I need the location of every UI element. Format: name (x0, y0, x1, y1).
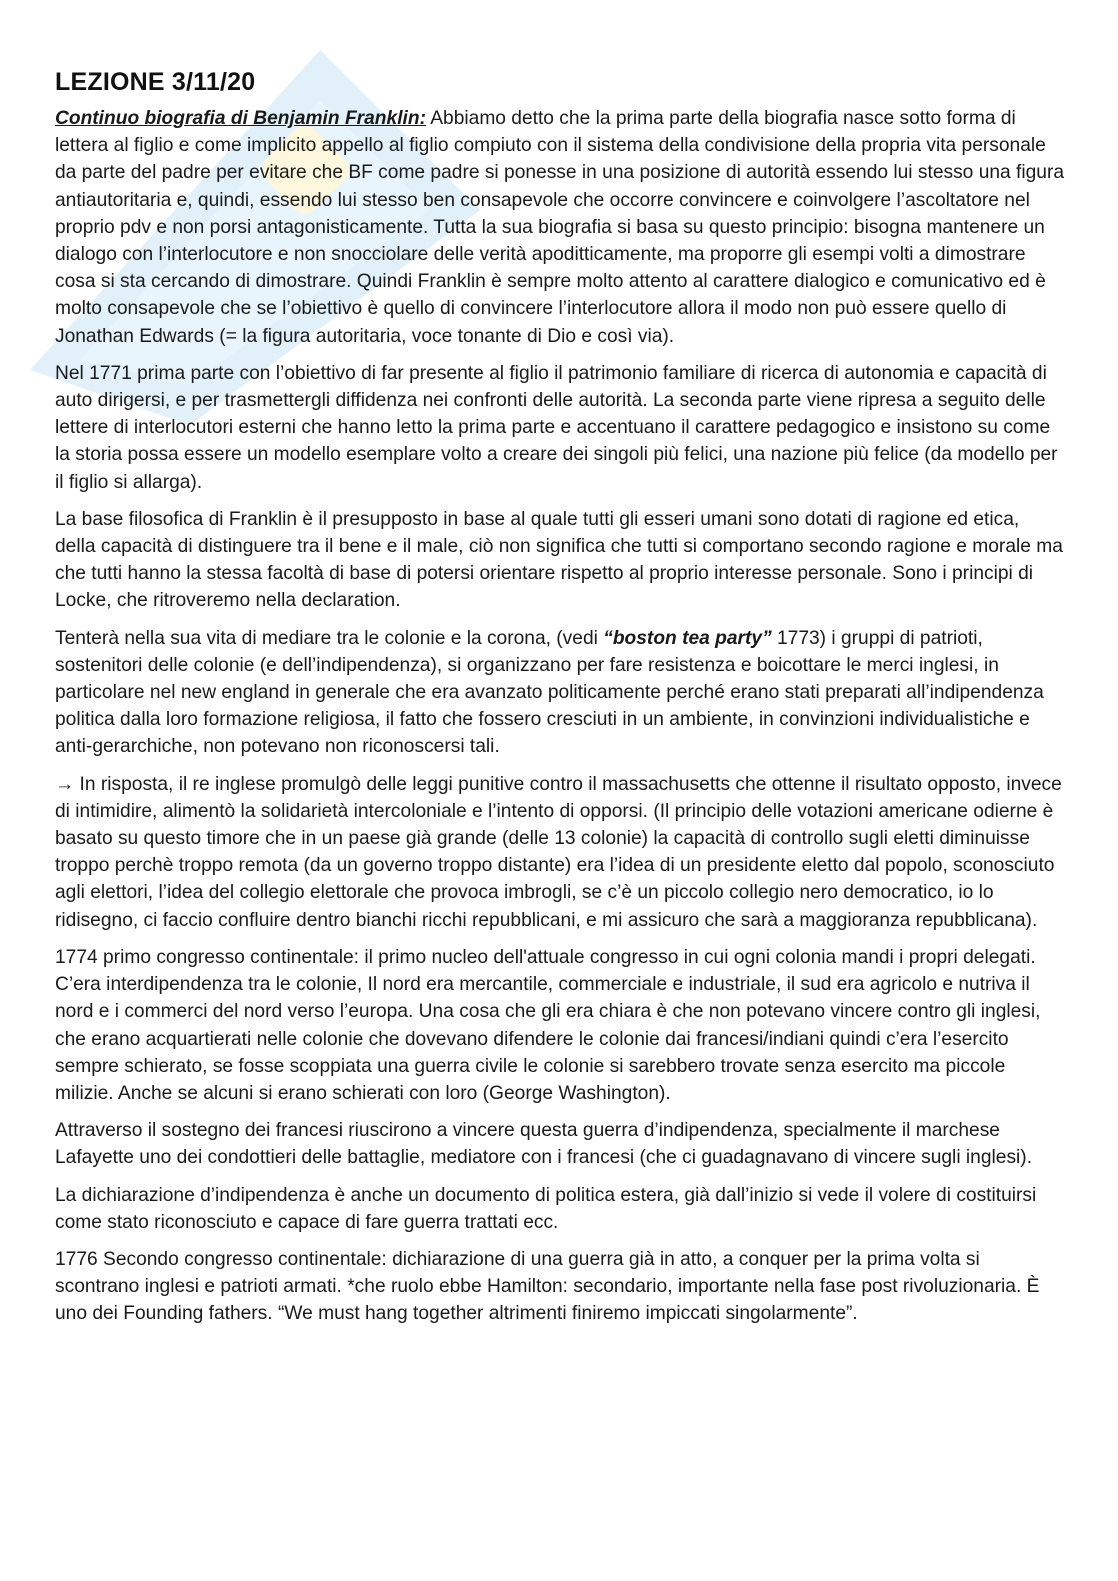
paragraph-french-support: Attraverso il sostegno dei francesi riuscirono a vincere questa guerra d’indipendenza, specialmente il marchese Lafayette uno dei condottieri delle battaglie, mediatore con i francesi (che ci guadagnavano di vincere sugli inglesi). (55, 1120, 1033, 1169)
paragraph-punitive-laws: → In risposta, il re inglese promulgò delle leggi punitive contro il massachusetts che ottenne il risultato opposto, invece di intimidire, alimentò la solidarietà intercoloniale e l’intento di opporsi. (Il principio delle votazioni americane odierne è basato su questo timore che in un paese già grande (delle 13 colonie) la capacità di controllo sugli eletti diminuisse troppo perchè troppo remota (da un governo troppo distante) era l’idea di un presidente eletto dal popolo, sconosciuto agli elettori, l’idea del collegio elettorale che provoca imbrogli, se c’è un piccolo collegio nero democratico, io lo ridisegno, ci faccio confluire dentro bianchi ricchi repubblicani, e mi assicuro che sarà a maggioranza repubblicana). (55, 773, 1062, 931)
paragraph-text: Abbiamo detto che la prima parte della biografia nasce sotto forma di lettera al figlio e come implicito appello al figlio compiuto con il sistema della condivisione della propria vita personale da parte del padre per evitare che BF come padre si ponesse in una posizione di autorità essendo lui stesso una figura antiautoritaria e, quindi, essendo lui stesso ben consapevole che occorre convincere e coinvolgere l’ascoltatore nel proprio pdv e non porsi antagonisticamente. Tutta la sua biografia si basa su questo principio: bisogna mantenere un dialogo con l’interlocutore e non snocciolare delle verità apoditticamente, ma proporre gli esempi volti a dimostrare cosa si sta cercando di dimostrare. Quindi Franklin è sempre molto attento al carattere dialogico e comunicativo ed è molto consapevole che se l’obiettivo è quello di convincere l’interlocutore allora il modo non può essere quello di Jonathan Edwards (= la figura autoritaria, voce tonante di Dio e così via). (55, 108, 1065, 347)
paragraph-franklin-biography (55, 105, 1065, 350)
paragraph-declaration: La dichiarazione d’indipendenza è anche un documento di politica estera, già dall’inizio si vede il volere di costituirsi come stato riconosciuto e capace di fare guerra trattati ecc. (55, 1184, 1037, 1233)
paragraph-interdependence: C’era interdipendenza tra le colonie, Il nord era mercantile, commerciale e industriale, il sud era agricolo e nutriva il nord e i commerci del nord verso l’europa. Una cosa che gli era chiara è che non potevano vincere contro gli inglesi, che erano acquartierati nelle colonie che dovevano difendere le colonie dai francesi/indiani quindi c’era l’esercito sempre schierato, se fosse scoppiata una guerra civile le colonie si sarebbero trovate senza esercito ma piccole milizie. Anche se alcuni si erano schierati con loro (George Washington). (55, 974, 1041, 1104)
paragraph-text-after: 1773) i gruppi di patrioti, sostenitori delle colonie (e dell’indipendenza), si organizzano per fare resistenza e boicottare le merci inglesi, in particolare nel new england in generale che era avanzato politicamente perché erano stati preparati all’indipendenza politica dalla loro formazione religiosa, il fatto che fossero cresciuti in un ambiente, in convinzioni individualistiche e anti-gerarchiche, non potevano non riconoscersi tali. (55, 627, 1044, 758)
paragraph-1771: Nel 1771 prima parte con l’obiettivo di far presente al figlio il patrimonio familiare di ricerca di autonomia e capacità di auto dirigersi, e per trasmettergli diffidenza nei confronti delle autorità. La seconda parte viene ripresa a seguito delle lettere di interlocutori esterni che hanno letto la prima parte e accentuano il carattere pedagogico e insistono su come la storia possa essere un modello esemplare volto a creare dei singoli più felici, una nazione più felice (da modello per il figlio si allarga). (55, 362, 1058, 493)
paragraph-1774-congress: 1774 primo congresso continentale: il primo nucleo dell'attuale congresso in cui ogni colonia mandi i propri delegati. (55, 946, 1036, 968)
boston-tea-party-emphasis: “boston tea party” (603, 627, 772, 649)
paragraph-philosophy: La base filosofica di Franklin è il presupposto in base al quale tutti gli esseri umani sono dotati di ragione ed etica, della capacità di distinguere tra il bene e il male, ciò non significa che tutti si comportano secondo ragione e morale ma che tutti hanno la stessa facoltà di base di potersi orientare rispetto al proprio interesse personale. Sono i principi di Locke, che ritroveremo nella declaration. (55, 508, 1063, 612)
page-title: LEZIONE 3/11/20 (55, 68, 256, 96)
paragraph-colonies-mediation (55, 625, 1065, 761)
paragraph-1776-congress: 1776 Secondo congresso continentale: dichiarazione di una guerra già in atto, a conquer per la prima volta si scontrano inglesi e patrioti armati. *che ruolo ebbe Hamilton: secondario, importante nella fase post rivoluzionaria. È uno dei Founding fathers. “We must hang together altrimenti finiremo impiccati singolarmente”. (55, 1248, 1040, 1325)
document-page (55, 68, 1065, 1338)
section-heading-franklin: Continuo biografia di Benjamin Franklin: (55, 108, 426, 129)
paragraph-text-before: Tenterà nella sua vita di mediare tra le colonie e la corona, (vedi (55, 627, 604, 649)
